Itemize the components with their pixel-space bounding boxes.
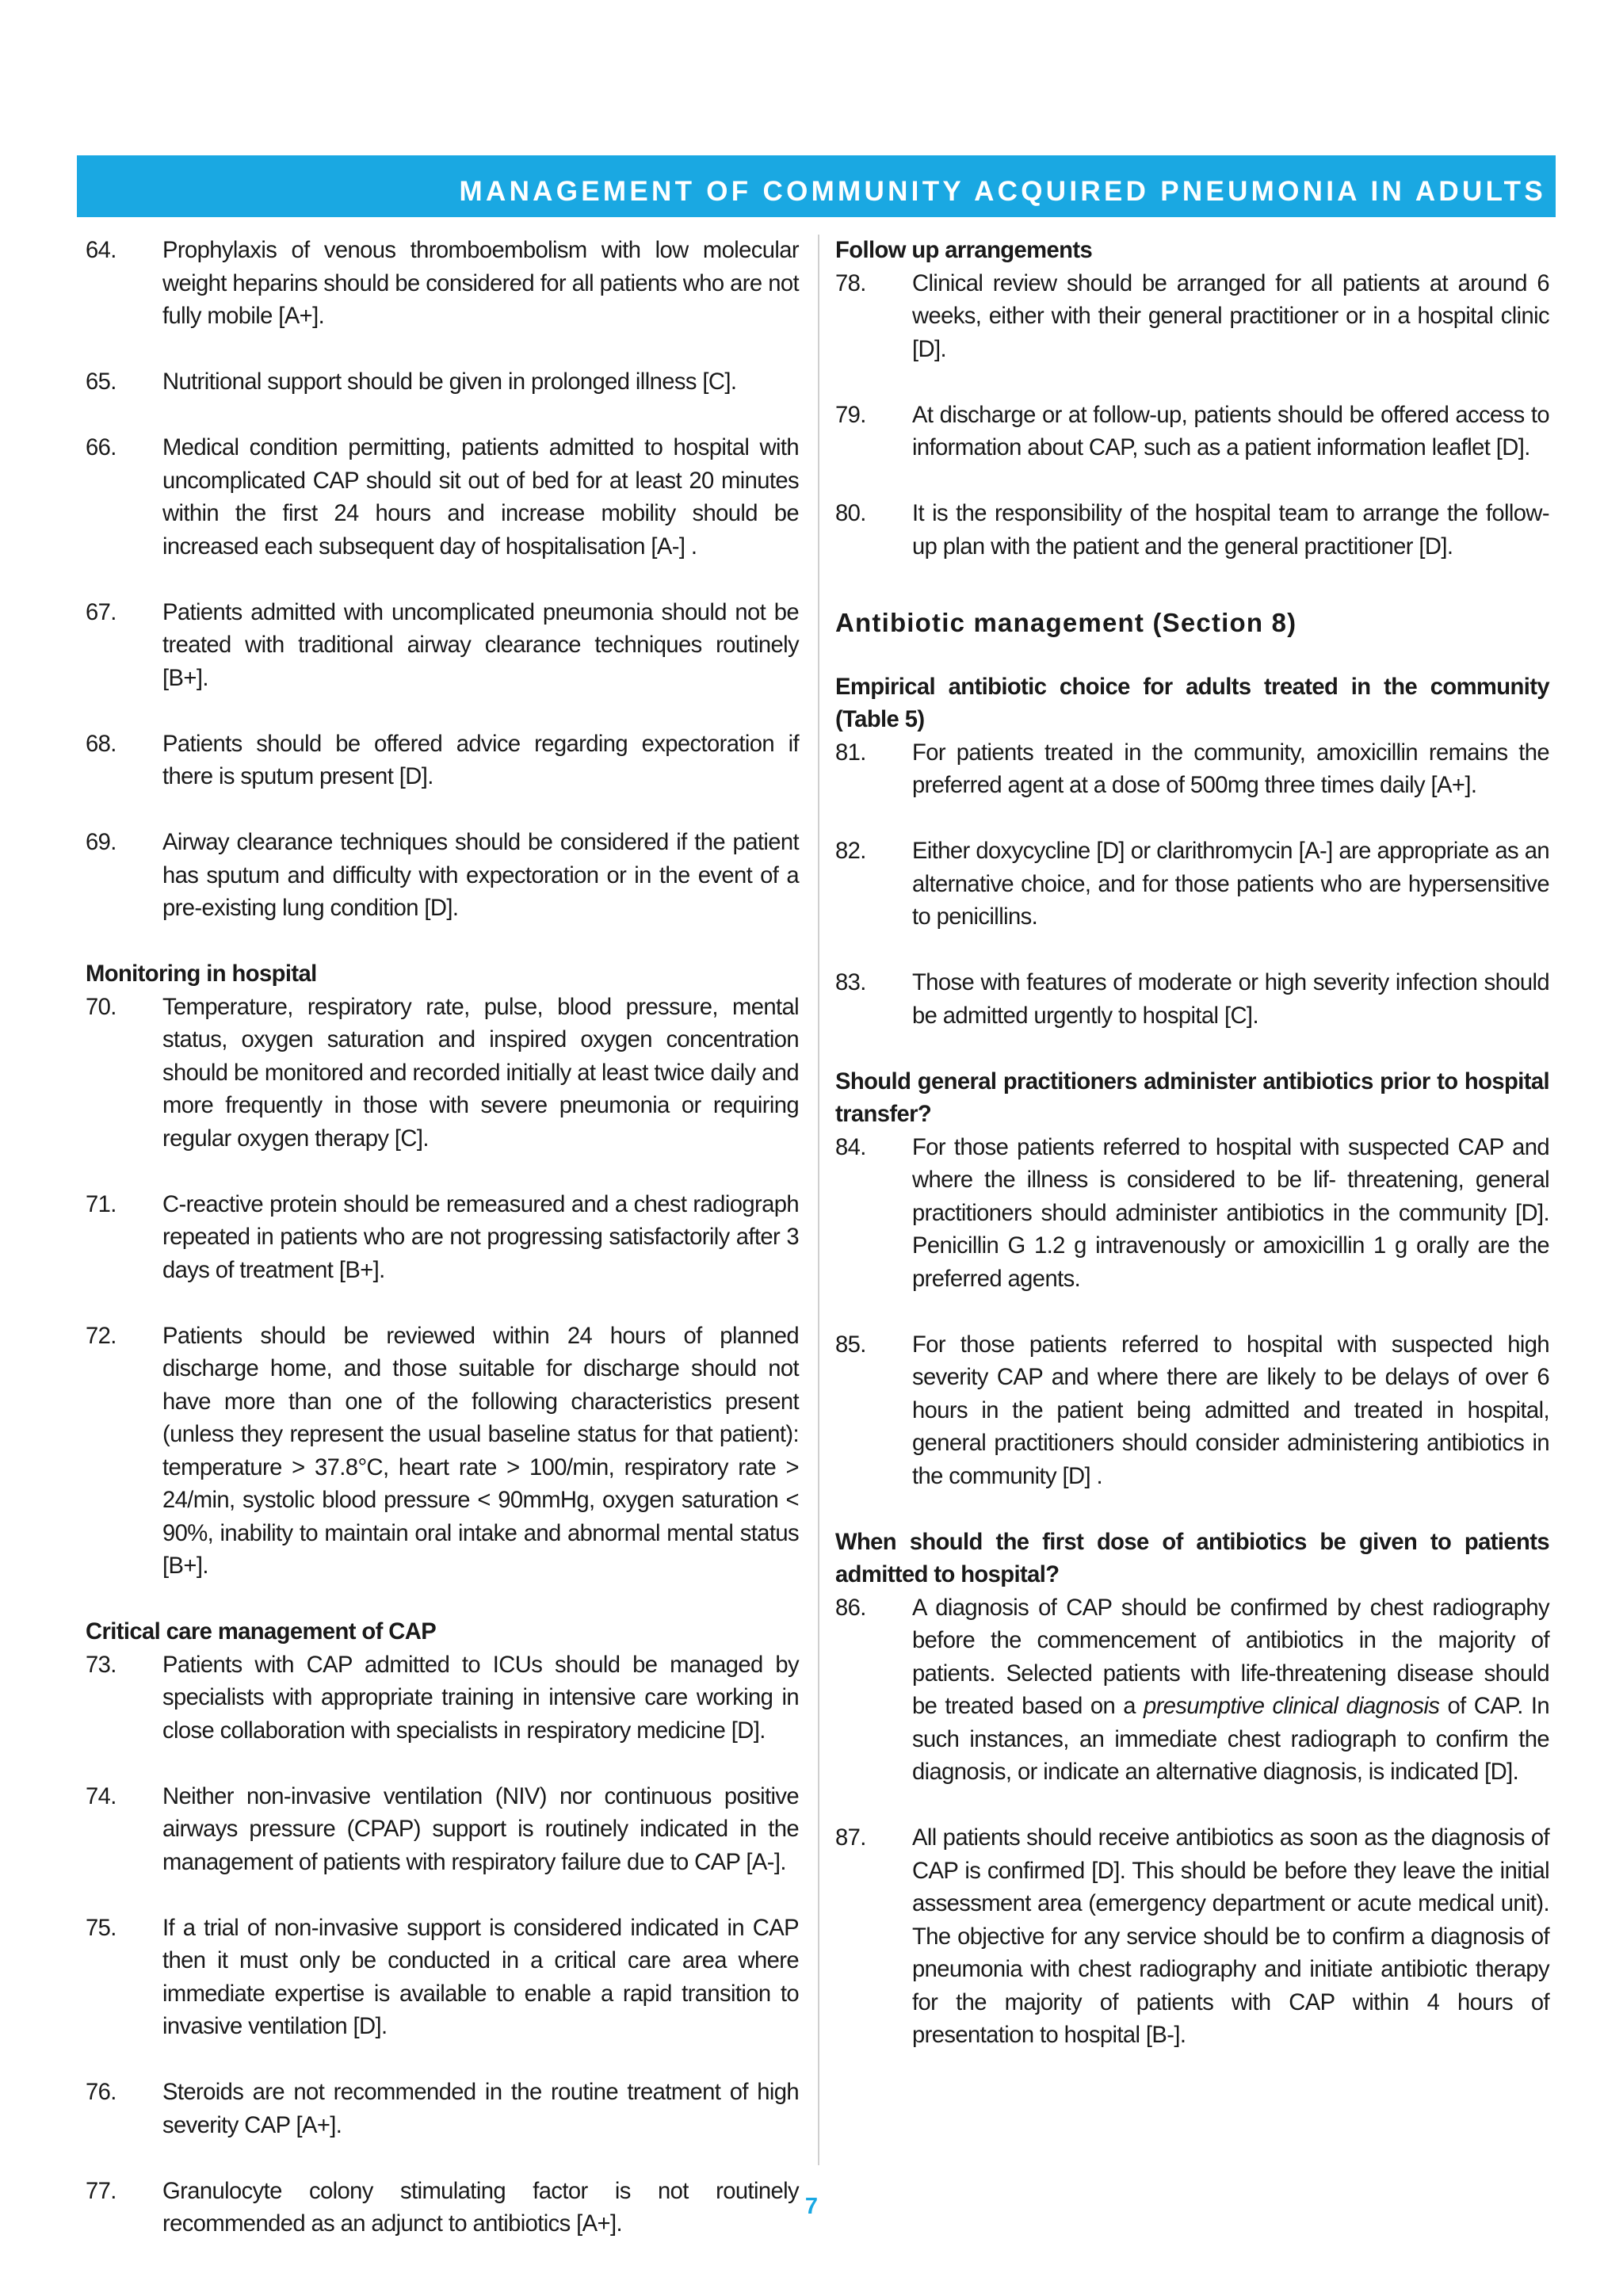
list-item	[835, 268, 1549, 367]
right-column	[835, 235, 1549, 2053]
list-item	[86, 827, 799, 926]
item-text: For those patients referred to hospital with suspected high severity CAP and where there are likely to be delays of over 6 hours in the patient being admitted and treated in hospital, general practitioners should consider administering antibiotics in the community [D] .	[912, 1331, 1549, 1489]
list-item	[835, 399, 1549, 465]
list-item	[86, 366, 799, 399]
list-item	[86, 991, 799, 1156]
item-number: 71.	[86, 1191, 116, 1217]
item-text: Granulocyte colony stimulating factor is not routinely recommended as an adjunct to antibiotics [A+].	[162, 2178, 799, 2237]
list-item	[86, 1649, 799, 1748]
item-text: C-reactive protein should be remeasured and a chest radiograph repeated in patients who are not progressing satisfactorily after 3 days of treatment [B+].	[162, 1191, 799, 1283]
list-item	[835, 498, 1549, 563]
list-item	[86, 235, 799, 334]
item-text: Clinical review should be arranged for all patients at around 6 weeks, either with their general practitioner or in a hospital clinic [D].	[912, 270, 1549, 362]
item-number: 77.	[86, 2178, 116, 2204]
list-item	[835, 1329, 1549, 1494]
subheading-first-dose: When should the first dose of antibiotics be given to patients admitted to hospital?	[835, 1529, 1549, 1587]
item-number: 72.	[86, 1323, 116, 1349]
emphasis-text: presumptive clinical diagnosis	[1144, 1694, 1440, 1719]
item-number: 81.	[835, 739, 866, 766]
banner-title: MANAGEMENT OF COMMUNITY ACQUIRED PNEUMONIA IN ADULTS	[459, 176, 1546, 207]
section-title: Antibiotic management (Section 8)	[835, 608, 1297, 637]
item-text: If a trial of non-invasive support is considered indicated in CAP then it must only be conducted in a critical care area where immediate expertise is available to enable a rapid transition to invasive ventilation [D].	[162, 1915, 799, 2039]
subheading-empirical: Empirical antibiotic choice for adults treated in the community (Table 5)	[835, 674, 1549, 732]
item-text: All patients should receive antibiotics as soon as the diagnosis of CAP is confirmed [D]. This should be before they leave the initial assessment area (emergency department or acute medical unit). The objective for any service should be to confirm a diagnosis of pneumonia with chest radiography and initiate antibiotic therapy for the majority of patients with CAP within 4 hours of presentation to hospital [B-].	[912, 1825, 1549, 2048]
subheading-follow-up: Follow up arrangements	[835, 238, 1093, 263]
item-number: 83.	[835, 970, 866, 995]
list-item	[835, 967, 1549, 1033]
item-text-part: A diagnosis of CAP should be confirmed by chest radiography before the commencement of antibiotics in the majority of patients. Selected patients with life-threatening disease should be treated based on a	[912, 1595, 1549, 1719]
item-text: Either doxycycline [D] or clarithromycin [A-] are appropriate as an alternative choice, and for those patients who are hypersensitive to penicillins.	[912, 839, 1549, 930]
item-text-part: of CAP. In such instances, an immediate chest radiograph to confirm the diagnosis, or indicate an alternative diagnosis, is indicated [D].	[912, 1694, 1550, 1785]
list-item	[86, 1781, 799, 1880]
column-divider	[818, 235, 819, 2165]
item-number: 70.	[86, 994, 116, 1020]
item-number: 82.	[835, 839, 866, 864]
item-text: Neither non-invasive ventilation (NIV) nor continuous positive airways pressure (CPAP) support is routinely indicated in the management of patients with respiratory failure due to CAP [A-].	[162, 1783, 799, 1875]
item-number: 76.	[86, 2080, 116, 2105]
item-text: At discharge or at follow-up, patients should be offered access to information about CAP, such as a patient information leaflet [D].	[912, 402, 1549, 460]
item-text: For patients treated in the community, amoxicillin remains the preferred agent at a dose of 500mg three times daily [A+].	[912, 739, 1549, 798]
item-number: 64.	[86, 238, 116, 263]
item-number: 80.	[835, 501, 866, 526]
item-text: Prophylaxis of venous thromboembolism with low molecular weight heparins should be considered for all patients who are not fully mobile [A+].	[162, 238, 799, 329]
item-text: Airway clearance techniques should be considered if the patient has sputum and difficulty with expectoration or in the event of a pre-existing lung condition [D].	[162, 830, 799, 921]
list-item	[835, 737, 1549, 803]
list-item	[835, 835, 1549, 934]
list-item	[86, 1912, 799, 2044]
list-item	[835, 1822, 1549, 2053]
item-text: Temperature, respiratory rate, pulse, blood pressure, mental status, oxygen saturation and inspired oxygen concentration should be monitored and recorded initially at least twice daily and more frequently in those with severe pneumonia or requiring regular oxygen therapy [C].	[162, 994, 799, 1152]
item-number: 66.	[86, 435, 116, 460]
item-number: 79.	[835, 402, 866, 428]
item-number: 78.	[835, 270, 866, 296]
list-item	[86, 728, 799, 794]
item-number: 87.	[835, 1825, 866, 1851]
item-text: Those with features of moderate or high severity infection should be admitted urgently to hospital [C].	[912, 970, 1549, 1029]
item-text: Patients should be reviewed within 24 hours of planned discharge home, and those suitable for discharge should not have more than one of the following characteristics present (unless they represent the usual baseline status for that patient): temperature > 37.8°C, heart rate > 100/min, respiratory rate > 24/min, systolic blood pressure < 90mmHg, oxygen saturation < 90%, inability to maintain oral intake and abnormal mental status [B+].	[162, 1323, 799, 1579]
subheading-monitoring: Monitoring in hospital	[86, 961, 317, 987]
item-text: For those patients referred to hospital with suspected CAP and where the illness is considered to be lif- threatening, general practitioners should administer antibiotics in the community [D]. Penicillin G 1.2 g intravenously or amoxicillin 1 g orally are the preferred agents.	[912, 1134, 1549, 1292]
list-item	[86, 597, 799, 696]
list-item	[86, 1320, 799, 1584]
item-text: Medical condition permitting, patients admitted to hospital with uncomplicated CAP should sit out of bed for at least 20 minutes within the first 24 hours and increase mobility should be increased each subsequent day of hospitalisation [A-] .	[162, 435, 799, 560]
item-number: 75.	[86, 1915, 116, 1941]
item-text: Patients should be offered advice regarding expectoration if there is sputum present [D].	[162, 731, 799, 789]
item-number: 73.	[86, 1652, 116, 1678]
item-number: 68.	[86, 731, 116, 757]
item-number: 65.	[86, 369, 116, 395]
item-text	[912, 1592, 1549, 1790]
item-text: Patients admitted with uncomplicated pneumonia should not be treated with traditional airway clearance techniques routinely [B+].	[162, 599, 799, 691]
list-item	[86, 2076, 799, 2142]
item-number: 74.	[86, 1783, 116, 1809]
page-number: 7	[804, 2194, 819, 2219]
item-text: It is the responsibility of the hospital team to arrange the follow-up plan with the patient and the general practitioner [D].	[912, 501, 1549, 560]
item-text: Patients with CAP admitted to ICUs should be managed by specialists with appropriate training in intensive care working in close collaboration with specialists in respiratory medicine [D].	[162, 1652, 799, 1744]
left-column	[86, 235, 799, 2241]
list-item	[835, 1132, 1549, 1297]
item-number: 85.	[835, 1331, 866, 1358]
item-number: 86.	[835, 1595, 866, 1621]
item-number: 67.	[86, 599, 116, 625]
subheading-critical-care: Critical care management of CAP	[86, 1619, 437, 1645]
item-text: Nutritional support should be given in prolonged illness [C].	[162, 369, 737, 395]
subheading-gp-antibiotics: Should general practitioners administer antibiotics prior to hospital transfer?	[835, 1068, 1549, 1127]
item-number: 69.	[86, 830, 116, 855]
list-item	[86, 432, 799, 563]
item-number: 84.	[835, 1134, 866, 1160]
list-item	[86, 1189, 799, 1288]
list-item	[835, 1592, 1549, 1790]
item-text: Steroids are not recommended in the routine treatment of high severity CAP [A+].	[162, 2080, 799, 2138]
header-banner	[77, 155, 1556, 217]
